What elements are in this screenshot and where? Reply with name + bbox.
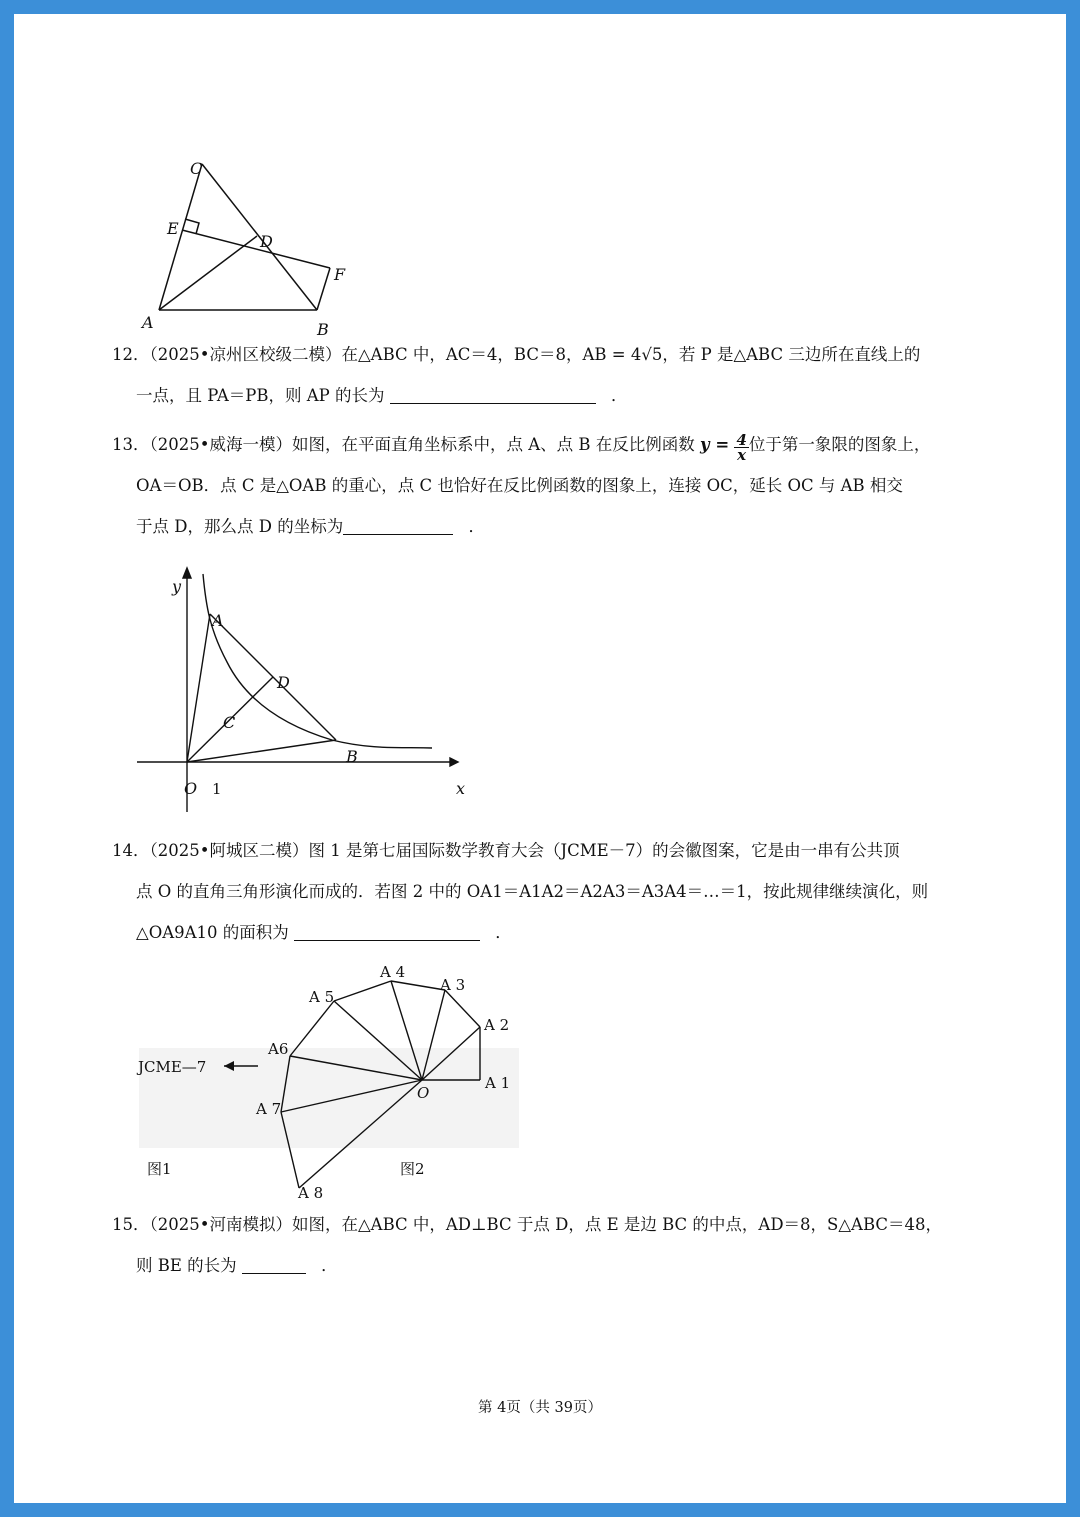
page <box>14 14 1066 1503</box>
segment-a5-a6 <box>290 1001 334 1056</box>
question-14 <box>112 830 992 953</box>
q13-number: 13． <box>112 435 150 454</box>
q13-formula-fraction <box>734 433 748 462</box>
label-d: D <box>260 232 273 251</box>
q12-number: 12． <box>112 345 150 364</box>
label-a: A <box>212 611 224 630</box>
q13-text-3: 于点 D，那么点 D 的坐标为 <box>136 517 344 536</box>
y-axis-arrow <box>183 568 191 578</box>
q13-text-1b: 位于第一象限的图象上， <box>748 435 931 454</box>
q15-end: ． <box>321 1256 338 1275</box>
label-c: C <box>190 159 203 178</box>
q12-answer-blank[interactable] <box>390 383 596 404</box>
q14-line-1 <box>112 830 992 871</box>
q13-formula-denominator: x <box>737 446 747 464</box>
label-f: F <box>334 265 346 284</box>
label-x: x <box>456 779 466 798</box>
segment-a4-a5 <box>334 981 391 1001</box>
label-a4: A 4 <box>380 963 406 981</box>
q15-line-2 <box>112 1245 992 1286</box>
q13-answer-blank[interactable] <box>343 514 453 535</box>
q13-text-2: OA＝OB．点 C 是△OAB 的重心，点 C 也恰好在反比例函数的图象上，连接 OC，延长 OC 与 AB 相交 <box>136 476 903 495</box>
question-12 <box>112 334 992 416</box>
question-13 <box>112 424 992 547</box>
label-d: D <box>277 673 290 692</box>
q14-text-2: 点 O 的直角三角形演化而成的．若图 2 中的 OA1＝A1A2＝A2A3＝A3A4＝…＝1，按此规律继续演化，则 <box>136 882 929 901</box>
q14-end: ． <box>495 923 512 942</box>
label-a8: A 8 <box>298 1184 324 1202</box>
caption-figure-2: 图2 <box>400 1160 425 1178</box>
spiral-figure-q14 <box>134 958 534 1208</box>
segment-fb <box>317 268 330 310</box>
label-a: A <box>142 313 154 332</box>
q12-line-1 <box>112 334 992 375</box>
q15-source: （2025•河南模拟） <box>149 1215 292 1234</box>
q12-text-1: 在△ABC 中，AC＝4，BC＝8，AB = 4√5，若 P 是△ABC 三边所在直线上的 <box>341 345 921 364</box>
segment-ac <box>159 164 202 310</box>
q14-text-1: 图 1 是第七届国际数学教育大会（JCME－7）的会徽图案，它是由一串有公共顶 <box>308 841 900 860</box>
q15-answer-blank[interactable] <box>242 1253 306 1274</box>
segment-oa <box>187 614 210 762</box>
label-one: 1 <box>212 780 222 798</box>
q13-line-1 <box>112 424 992 465</box>
label-b: B <box>317 320 329 339</box>
label-a3: A 3 <box>440 976 466 994</box>
label-a7: A 7 <box>256 1100 282 1118</box>
q15-text-1: 如图，在△ABC 中，AD⊥BC 于点 D，点 E 是边 BC 的中点，AD＝8，S△ABC＝48， <box>291 1215 943 1234</box>
q13-formula-numerator: 4 <box>736 431 747 449</box>
q15-line-1 <box>112 1204 992 1245</box>
triangle-figure-q11 <box>124 142 374 339</box>
label-y: y <box>172 577 182 596</box>
q14-source: （2025•阿城区二模） <box>149 841 309 860</box>
q14-answer-blank[interactable] <box>294 920 480 941</box>
label-c: C <box>223 713 236 732</box>
segment-a2-a3 <box>445 990 480 1027</box>
q13-text-1a: 如图，在平面直角坐标系中，点 A、点 B 在反比例函数 <box>291 435 695 454</box>
q14-line-3 <box>112 912 992 953</box>
q12-text-2: 一点，且 PA＝PB，则 AP 的长为 <box>136 386 385 405</box>
label-a6: A6 <box>268 1040 289 1058</box>
q15-number: 15． <box>112 1215 150 1234</box>
page-footer: 第 4页（共 39页） <box>478 1400 602 1416</box>
caption-figure-1: 图1 <box>147 1160 172 1178</box>
q14-line-2 <box>112 871 992 912</box>
q12-source: （2025•凉州区校级二模） <box>149 345 342 364</box>
q14-number: 14． <box>112 841 150 860</box>
segment-ad <box>159 236 257 310</box>
label-a1: A 1 <box>485 1074 511 1092</box>
coordinate-figure-q13 <box>132 562 472 817</box>
q13-line-3 <box>112 506 992 547</box>
q12-line-2 <box>112 375 992 416</box>
segment-ef <box>182 230 330 268</box>
q13-line-2 <box>112 465 992 506</box>
segment-a3-a4 <box>391 981 445 990</box>
segment-ob <box>187 740 336 762</box>
label-b: B <box>346 747 358 766</box>
x-axis-arrow <box>450 758 458 766</box>
label-e: E <box>167 219 179 238</box>
q13-formula-lhs: y = <box>700 435 730 454</box>
q13-end: ． <box>468 517 485 536</box>
q14-text-3: △OA9A10 的面积为 <box>136 923 289 942</box>
q12-end: ． <box>610 386 628 405</box>
jcme-label: JCME—7 <box>138 1058 207 1076</box>
label-a5: A 5 <box>309 988 335 1006</box>
q15-text-2: 则 BE 的长为 <box>136 1256 237 1275</box>
label-o: O <box>184 779 198 798</box>
question-15 <box>112 1204 992 1286</box>
label-o: O <box>417 1084 430 1102</box>
label-a2: A 2 <box>484 1016 510 1034</box>
q13-source: （2025•威海一模） <box>149 435 292 454</box>
